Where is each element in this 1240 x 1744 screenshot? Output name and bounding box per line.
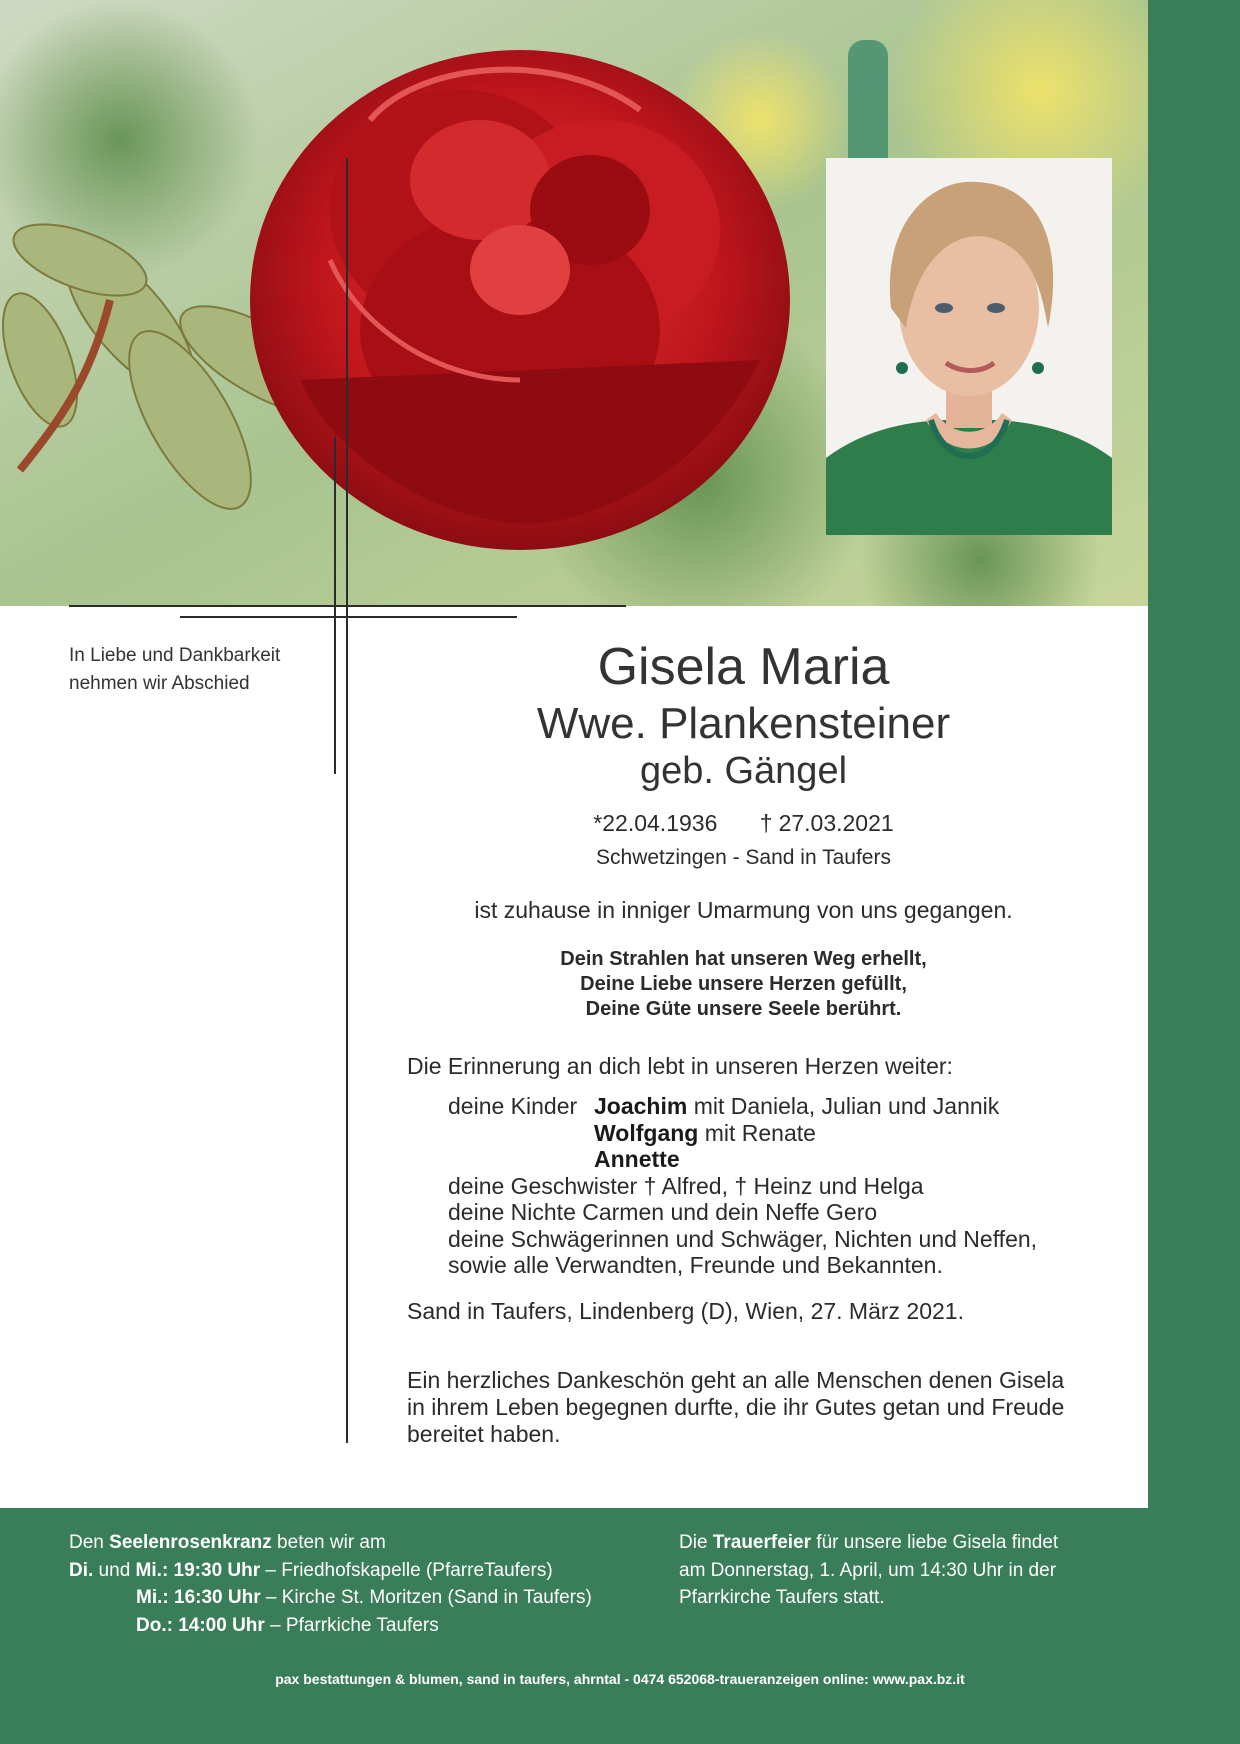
thanks-line: in ihrem Leben begegnen durfte, die ihr Gutes getan und Freude — [407, 1394, 1065, 1420]
married-name: Wwe. Plankensteiner — [536, 699, 951, 748]
rosary-row: Do.: 14:00 Uhr – Pfarrkiche Taufers — [136, 1614, 439, 1636]
family-row-children — [448, 1093, 1037, 1120]
family-row-child — [448, 1120, 1037, 1147]
thanks-line: Ein herzliches Dankeschön geht an alle Menschen denen Gisela — [407, 1367, 1065, 1393]
woman-portrait-image — [826, 158, 1112, 535]
birth-name: geb. Gängel — [639, 750, 848, 792]
tagline — [69, 642, 349, 698]
rosary-row: Di. und Mi.: 19:30 Uhr – Friedhofskapelle (PfarreTaufers) — [69, 1559, 553, 1581]
funeral-line: Die Trauerfeier für unsere liebe Gisela findet — [679, 1532, 1059, 1553]
family-row-siblings: deine Geschwister † Alfred, † Heinz und Helga — [448, 1172, 924, 1199]
cross-icon: † — [759, 810, 773, 836]
rosary-row: Mi.: 16:30 Uhr – Kirche St. Moritzen (Sand in Taufers) — [136, 1587, 592, 1608]
cross-vertical-right — [346, 158, 348, 1443]
death-date-wrap — [760, 808, 894, 838]
child-family: mit Daniela, Julian und Jannik — [687, 1093, 1000, 1119]
memorial-verse — [380, 947, 1107, 1022]
family-row-niece-nephew: deine Nichte Carmen und dein Neffe Gero — [448, 1199, 878, 1225]
child-name: Joachim — [594, 1093, 688, 1119]
thanks-text — [407, 1367, 1064, 1448]
child-name: Wolfgang — [594, 1119, 699, 1146]
life-places: Schwetzingen - Sand in Taufers — [596, 846, 891, 869]
family-row-others: sowie alle Verwandten, Freunde und Bekannten. — [448, 1252, 943, 1278]
place-date: Sand in Taufers, Lindenberg (D), Wien, 27. März 2021. — [407, 1298, 964, 1324]
footer-band — [0, 1508, 1240, 1744]
family-list — [448, 1093, 1037, 1279]
funeral-line: am Donnerstag, 1. April, um 14:30 Uhr in der — [679, 1559, 1057, 1581]
birth-date: *22.04.1936 — [593, 810, 718, 836]
portrait-photo — [826, 158, 1112, 535]
death-date: 27.03.2021 — [778, 810, 894, 836]
children-label: deine Kinder — [448, 1093, 578, 1119]
child-name: Annette — [594, 1146, 680, 1172]
passing-statement: ist zuhause in inniger Umarmung von uns gegangen. — [474, 897, 1013, 923]
child-family: mit Renate — [698, 1119, 816, 1146]
green-side-band — [1148, 0, 1240, 1744]
memory-line: Die Erinnerung an dich lebt in unseren Herzen weiter: — [407, 1053, 953, 1079]
tagline-line2: nehmen wir Abschied — [69, 673, 250, 694]
funeral-info — [679, 1529, 1058, 1612]
family-row-in-laws: deine Schwägerinnen und Schwäger, Nichten und Neffen, — [448, 1225, 1038, 1252]
tagline-line1: In Liebe und Dankbarkeit — [69, 645, 281, 666]
thanks-line: bereitet haben. — [407, 1421, 561, 1447]
family-row-child — [448, 1146, 1037, 1173]
verse-line: Deine Güte unsere Seele berührt. — [585, 998, 902, 1020]
funeral-line: Pfarrkirche Taufers statt. — [679, 1587, 885, 1608]
undertaker-credit: pax bestattungen & blumen, sand in taufers, ahrntal - 0474 652068-traueranzeigen online: www.pax.bz.it — [275, 1671, 965, 1687]
verse-line: Deine Liebe unsere Herzen gefüllt, — [580, 973, 907, 995]
life-dates — [380, 808, 1107, 838]
cross-vertical-left — [334, 437, 336, 774]
rosary-intro: Den Seelenrosenkranz beten wir am — [69, 1532, 386, 1553]
rosary-info — [69, 1529, 592, 1639]
deceased-name: Gisela Maria — [597, 638, 890, 696]
verse-line: Dein Strahlen hat unseren Weg erhellt, — [560, 948, 927, 970]
cross-horizontal-short — [180, 616, 517, 618]
